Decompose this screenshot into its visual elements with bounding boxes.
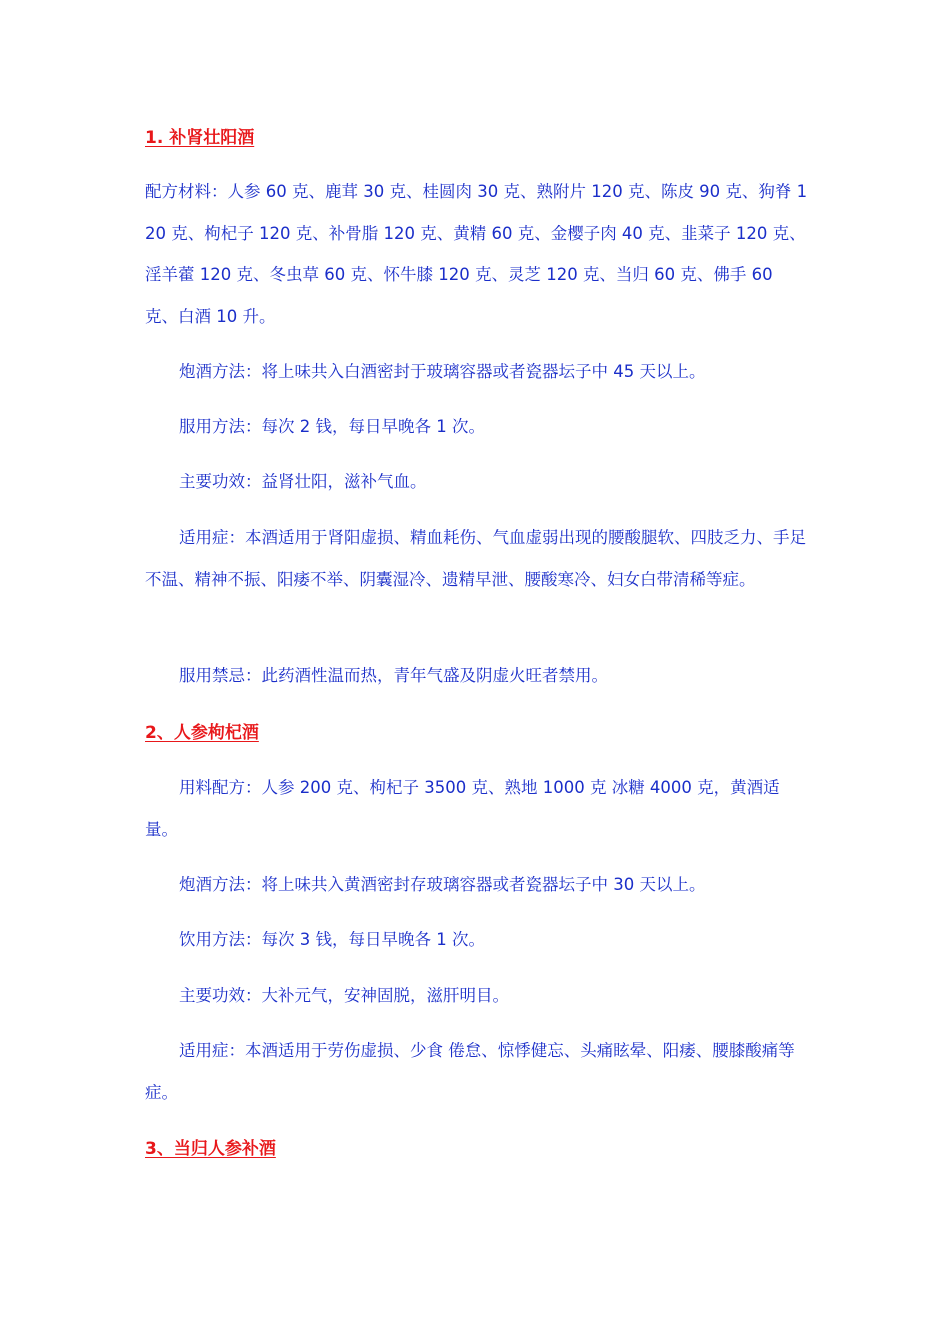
section-2-formula: 用料配方：人参 200 克、枸杞子 3500 克、熟地 1000 克 冰糖 4000 克，黄酒适量。 [145,778,780,839]
section-1-effect: 主要功效：益肾壮阳，滋补气血。 [179,472,427,491]
section-1-formula: 配方材料：人参 60 克、鹿茸 30 克、桂圆肉 30 克、熟附片 120 克、陈皮 90 克、狗脊 120 克、枸杞子 120 克、补骨脂 120 克、黄精 60 克、金樱子肉 40 克、韭菜子 120 克、淫羊藿 120 克、冬虫草 60 克、怀牛膝 120 克、灵芝 120 克、当归 60 克、佛手 60 克、白酒 10 升。 [145,182,808,326]
section-2-title: 2、人参枸杞酒 [145,723,259,743]
section-1-indication: 适用症：本酒适用于肾阳虚损、精血耗伤、气血虚弱出现的腰酸腿软、四肢乏力、手足不温、精神不振、阳痿不举、阴囊湿冷、遗精早泄、腰酸寒冷、妇女白带清稀等症。 [145,528,806,589]
section-1-contraindication: 服用禁忌：此药酒性温而热，青年气盛及阴虚火旺者禁用。 [179,666,608,685]
section-3-title: 3、当归人参补酒 [145,1139,276,1159]
section-1-usage: 服用方法：每次 2 钱，每日早晚各 1 次。 [179,417,485,436]
section-2-method: 炮酒方法：将上味共入黄酒密封存玻璃容器或者瓷器坛子中 30 天以上。 [179,875,706,894]
section-1-title: 1. 补肾壮阳酒 [145,128,255,148]
section-2-indication: 适用症：本酒适用于劳伤虚损、少食 倦怠、惊悸健忘、头痛眩晕、阳痿、腰膝酸痛等症。 [145,1041,795,1102]
section-1-method: 炮酒方法：将上味共入白酒密封于玻璃容器或者瓷器坛子中 45 天以上。 [179,362,706,381]
section-2-effect: 主要功效：大补元气，安神固脱，滋肝明目。 [179,986,509,1005]
section-2-usage: 饮用方法：每次 3 钱，每日早晚各 1 次。 [179,930,485,949]
